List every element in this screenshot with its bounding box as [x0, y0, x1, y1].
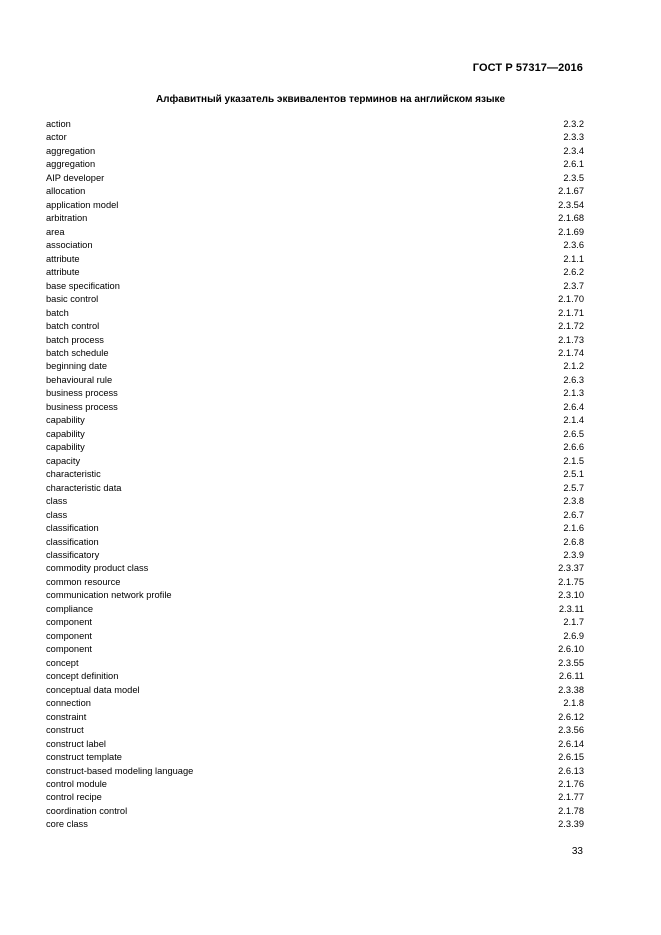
index-entry-ref: 2.3.2 — [563, 119, 584, 129]
index-entry-ref: 2.3.11 — [558, 603, 584, 614]
index-entry-term: batch control — [46, 321, 100, 332]
index-entry-term: construct template — [46, 752, 122, 763]
index-entry — [46, 199, 584, 212]
index-entry — [46, 158, 584, 171]
index-entry — [46, 145, 584, 158]
index-entry-ref: 2.1.75 — [558, 576, 584, 587]
index-entry-ref: 2.3.38 — [558, 684, 584, 695]
index-entry-ref: 2.1.71 — [558, 307, 584, 318]
index-entry-term: batch process — [46, 334, 104, 345]
index-entry-ref: 2.1.77 — [558, 792, 584, 803]
index-entry-term: common resource — [46, 576, 121, 587]
index-entry — [46, 172, 584, 185]
index-entry-term: control module — [46, 778, 107, 789]
index-entry — [46, 495, 584, 508]
index-entry — [46, 293, 584, 306]
index-entry — [46, 280, 584, 293]
index-entry-ref: 2.3.39 — [558, 819, 584, 830]
index-entry-ref: 2.6.12 — [558, 711, 584, 722]
index-entry — [46, 616, 584, 629]
index-entry-ref: 2.1.67 — [558, 186, 584, 197]
index-entry-ref: 2.6.10 — [558, 644, 584, 655]
index-entry — [46, 455, 584, 468]
index-entry-term: batch — [46, 307, 69, 318]
index-entry — [46, 414, 584, 427]
index-entry-ref: 2.6.15 — [558, 752, 584, 763]
index-entry — [46, 320, 584, 333]
index-entry-ref: 2.1.5 — [563, 455, 584, 466]
index-entry-ref: 2.1.8 — [563, 698, 584, 709]
index-entry-term: compliance — [46, 603, 94, 614]
index-entry-ref: 2.1.69 — [558, 226, 584, 237]
index-entry-ref: 2.6.2 — [563, 267, 584, 278]
index-entry — [46, 751, 584, 764]
index-entry-term: component — [46, 617, 92, 628]
index-entry — [46, 509, 584, 522]
index-entry-term: attribute — [46, 267, 80, 278]
index-entry — [46, 131, 584, 144]
index-entry — [46, 697, 584, 710]
index-entry-term: characteristic data — [46, 482, 122, 493]
index-entry-term: communication network profile — [46, 590, 172, 601]
index-entry-term: action — [46, 119, 71, 129]
index-entry-term: capability — [46, 442, 85, 453]
index-entry-term: classificatory — [46, 550, 100, 560]
index-title: Алфавитный указатель эквивалентов терминов на английском языке — [155, 94, 506, 105]
index-entry-ref: 2.1.68 — [558, 213, 584, 224]
index-entry — [46, 253, 584, 266]
index-entry-term: aggregation — [46, 145, 96, 156]
index-entry — [46, 711, 584, 724]
index-entry — [46, 643, 584, 656]
index-entry-term: base specification — [46, 280, 120, 291]
index-entry — [46, 307, 584, 320]
index-entry-ref: 2.3.55 — [558, 657, 584, 668]
index-entry-term: commodity product class — [46, 563, 149, 574]
index-entry-ref: 2.6.11 — [558, 671, 584, 682]
index-entry-term: construct label — [46, 738, 106, 749]
index-entry-term: class — [46, 509, 68, 520]
index-entry-ref: 2.1.7 — [563, 617, 584, 628]
index-entry — [46, 482, 584, 495]
index-entry — [46, 118, 584, 131]
index-entry-term: connection — [46, 698, 91, 709]
index-entry-ref: 2.3.8 — [563, 496, 584, 507]
index-entry-term: concept — [46, 657, 79, 668]
index-entry-ref: 2.1.76 — [558, 778, 584, 789]
index-entry-ref: 2.6.1 — [563, 159, 584, 170]
index-entry-term: business process — [46, 401, 118, 412]
index-entry — [46, 562, 584, 575]
index-entry-term: attribute — [46, 253, 80, 264]
index-entry-term: class — [46, 496, 68, 507]
index-entry — [46, 576, 584, 589]
index-entry — [46, 212, 584, 225]
index-entry — [46, 724, 584, 737]
index-entry-term: capability — [46, 428, 85, 439]
index-entry-ref: 2.5.1 — [563, 469, 584, 480]
index-entry — [46, 818, 584, 831]
index-entry-ref: 2.3.56 — [558, 725, 584, 736]
index-entry-term: classification — [46, 523, 99, 534]
index-entry-term: conceptual data model — [46, 684, 140, 695]
page-number: 33 — [571, 846, 583, 857]
index-entry-term: behavioural rule — [46, 374, 113, 385]
index-entry-ref: 2.3.4 — [563, 145, 584, 156]
document-code: ГОСТ Р 57317—2016 — [472, 62, 583, 74]
index-entry-term: area — [46, 226, 65, 237]
index-entry — [46, 387, 584, 400]
index-entry-term: business process — [46, 388, 118, 399]
index-entry — [46, 428, 584, 441]
index-entry — [46, 805, 584, 818]
index-entry — [46, 401, 584, 414]
index-entry-term: component — [46, 644, 92, 655]
index-entry — [46, 765, 584, 778]
index-entry-ref: 2.3.6 — [563, 240, 584, 251]
index-entry-ref: 2.3.37 — [558, 563, 584, 574]
index-entry — [46, 670, 584, 683]
index-entry — [46, 603, 584, 616]
index-entry-ref: 2.3.9 — [563, 550, 584, 560]
index-entry-term: arbitration — [46, 213, 88, 224]
index-entry-term: core class — [46, 819, 88, 830]
index-entry-term: capability — [46, 415, 85, 426]
index-entry-ref: 2.3.5 — [563, 172, 584, 183]
index-entry-ref: 2.3.10 — [558, 590, 584, 601]
index-entry — [46, 185, 584, 198]
index-entry — [46, 738, 584, 751]
index-entry-ref: 2.6.9 — [563, 630, 584, 641]
index-entry-ref: 2.3.3 — [563, 132, 584, 143]
index-entry — [46, 226, 584, 239]
index-entry-ref: 2.1.72 — [558, 321, 584, 332]
index-entry-ref: 2.6.8 — [563, 536, 584, 547]
index-entry — [46, 266, 584, 279]
index-entry — [46, 684, 584, 697]
index-entry-ref: 2.6.7 — [563, 509, 584, 520]
index-entry — [46, 791, 584, 804]
index-entry-term: concept definition — [46, 671, 119, 682]
index-entry-ref: 2.1.74 — [558, 347, 584, 358]
index-entry-ref: 2.1.70 — [558, 294, 584, 305]
index-entry-term: AIP developer — [46, 172, 105, 183]
index-entry — [46, 374, 584, 387]
index-entry-ref: 2.1.78 — [558, 805, 584, 816]
index-entry-ref: 2.6.6 — [563, 442, 584, 453]
index-entry-term: actor — [46, 132, 67, 143]
index-entry-ref: 2.6.3 — [563, 374, 584, 385]
index-entry-term: coordination control — [46, 805, 128, 816]
index-entry — [46, 536, 584, 549]
index-entry-term: classification — [46, 536, 99, 547]
index-entry-ref: 2.1.1 — [563, 253, 584, 264]
index-entry-ref: 2.1.73 — [558, 334, 584, 345]
index-entry-ref: 2.1.3 — [563, 388, 584, 399]
index-entry-ref: 2.1.2 — [563, 361, 584, 372]
index-entry-term: characteristic — [46, 469, 101, 480]
index-entry — [46, 630, 584, 643]
index-entry — [46, 778, 584, 791]
index-entry-ref: 2.1.4 — [563, 415, 584, 426]
index-entry-term: association — [46, 240, 93, 251]
index-entry-ref: 2.6.4 — [563, 401, 584, 412]
index-entry-term: constraint — [46, 711, 87, 722]
index-entry — [46, 549, 584, 562]
index-entry — [46, 334, 584, 347]
index-entry-term: batch schedule — [46, 347, 109, 358]
index-entry — [46, 441, 584, 454]
index-entry — [46, 657, 584, 670]
index-entry-ref: 2.6.13 — [558, 765, 584, 776]
index-entry-term: capacity — [46, 455, 81, 466]
index-entry-term: basic control — [46, 294, 99, 305]
index-entry-ref: 2.1.6 — [563, 523, 584, 534]
index-entry-ref: 2.3.7 — [563, 280, 584, 291]
index-entry-term: component — [46, 630, 92, 641]
index-entry-term: construct-based modeling language — [46, 765, 194, 776]
index-entry-ref: 2.5.7 — [563, 482, 584, 493]
index-entry-term: allocation — [46, 186, 86, 197]
index-entry-ref: 2.3.54 — [558, 199, 584, 210]
index-entry — [46, 347, 584, 360]
index-entry-ref: 2.6.5 — [563, 428, 584, 439]
index-entry — [46, 360, 584, 373]
index-entry — [46, 239, 584, 252]
index-entry — [46, 589, 584, 602]
index-entry — [46, 522, 584, 535]
index-entry — [46, 468, 584, 481]
index-entry-list — [46, 118, 584, 832]
index-entry-term: application model — [46, 199, 119, 210]
index-entry-ref: 2.6.14 — [558, 738, 584, 749]
index-entry-term: control recipe — [46, 792, 102, 803]
index-entry-term: construct — [46, 725, 84, 736]
index-entry-term: beginning date — [46, 361, 108, 372]
index-entry-term: aggregation — [46, 159, 96, 170]
